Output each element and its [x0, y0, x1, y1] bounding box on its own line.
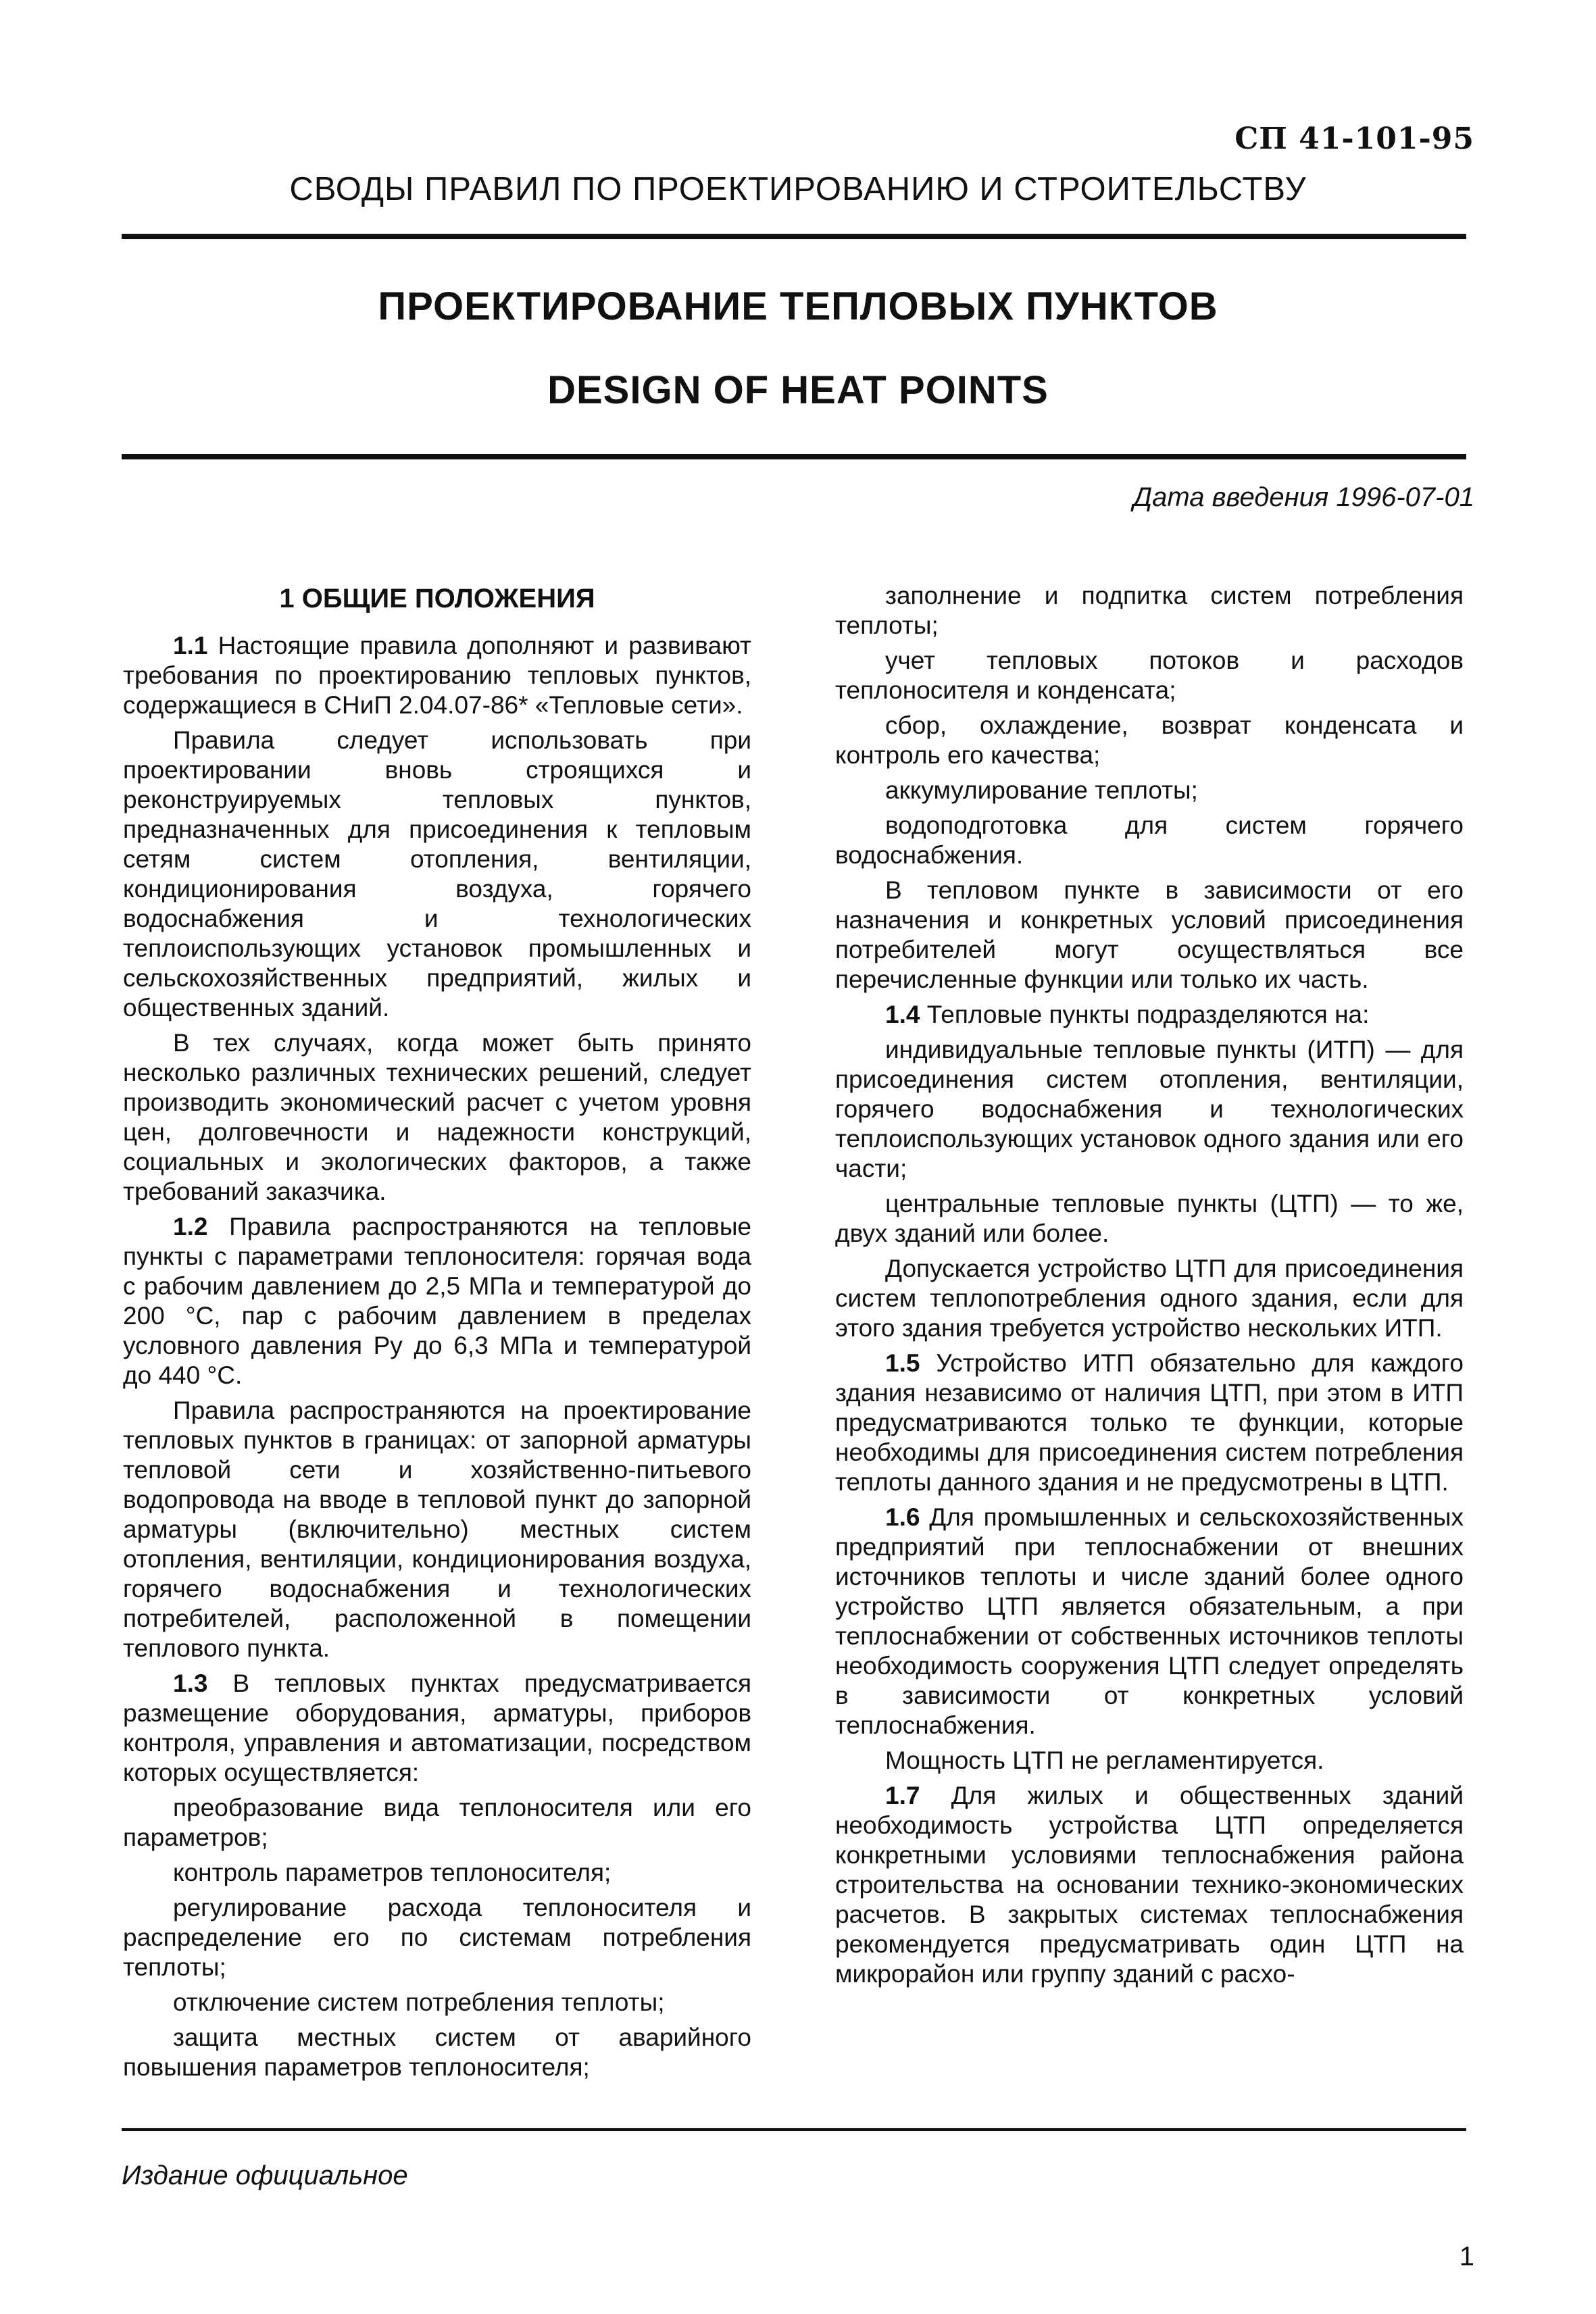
- paragraph-text: Для жилых и общественных зданий необходимость устройства ЦТП определяется конкретными условиями теплоснабжения района строительства на основании технико-экономических расчетов. В закрытых системах теплоснабжения рекомендуется предусматривать один ЦТП на микрорайон или группу зданий с расхо-: [835, 1782, 1464, 1988]
- paragraph-text: Правила распространяются на тепловые пункты с параметрами теплоносителя: горячая вода с рабочим давлением до 2,5 МПа и температурой до 200 °С, пар с рабочим давлением в пределах условного давления Pу до 6,3 МПа и температурой до 440 °С.: [123, 1213, 751, 1389]
- clause-number: 1.6: [885, 1503, 920, 1531]
- clause-number: 1.1: [173, 632, 208, 659]
- introduction-date: Дата введения 1996-07-01: [1132, 482, 1474, 512]
- page-number: 1: [1459, 2242, 1474, 2271]
- list-item-text: защита местных систем от аварийного повышения параметров теплоносителя;: [123, 2023, 751, 2081]
- paragraph-text: Устройство ИТП обязательно для каждого здания независимо от наличия ЦТП, при этом в ИТП предусматриваются только те функции, которые необходимы для присоединения систем потребления теплоты данного здания и не предусмотрены в ЦТП.: [835, 1349, 1464, 1496]
- list-item: [835, 1189, 1464, 1249]
- document-code: СП 41-101-95: [1235, 122, 1474, 156]
- list-item: [123, 1988, 751, 2017]
- paragraph-text: Настоящие правила дополняют и развивают требования по проектированию тепловых пунктов, содержащиеся в СНиП 2.04.07-86* «Тепловые сети».: [123, 632, 751, 719]
- list-item-text: индивидуальные тепловые пункты (ИТП) — для присоединения систем отопления, вентиляции, горячего водоснабжения и технологических теплоиспользующих установок одного здания или его части;: [835, 1036, 1464, 1182]
- section-heading: 1 ОБЩИЕ ПОЛОЖЕНИЯ: [279, 584, 595, 613]
- paragraph: [123, 1396, 751, 1663]
- left-column: [123, 581, 751, 2088]
- paragraph: [835, 876, 1464, 995]
- list-item: [123, 1858, 751, 1888]
- paragraph-text: В тепловых пунктах предусматривается размещение оборудования, арматуры, приборов контроля, управления и автоматизации, посредством которых осуществляется:: [123, 1669, 751, 1786]
- paragraph-text: Правила распространяются на проектирование тепловых пунктов в границах: от запорной арматуры тепловой сети и хозяйственно-питьевого водопровода на вводе в тепловой пункт до запорной арматуры (включительно) местных систем отопления, вентиляции, кондиционирования воздуха, горячего водоснабжения и технологических потребителей, расположенной в помещении теплового пункта.: [123, 1397, 751, 1662]
- list-item-text: преобразование вида теплоносителя или его параметров;: [123, 1794, 751, 1851]
- paragraph-text: В тех случаях, когда может быть принято несколько различных технических решений, следует производить экономический расчет с учетом уровня цен, долговечности и надежности конструкций, социальных и экологических факторов, а также требований заказчика.: [123, 1029, 751, 1205]
- list-item-text: водоподготовка для систем горячего водоснабжения.: [835, 811, 1464, 869]
- clause-number: 1.7: [885, 1782, 920, 1809]
- list-item-text: аккумулирование теплоты;: [885, 776, 1198, 804]
- paragraph-1-3: [123, 1669, 751, 1788]
- paragraph-text: Допускается устройство ЦТП для присоединения систем теплопотребления одного здания, если для этого здания требуется устройство нескольких ИТП.: [835, 1255, 1464, 1342]
- paragraph: [123, 1028, 751, 1207]
- list-item: [123, 2023, 751, 2082]
- footer-rule: [122, 2128, 1466, 2131]
- list-item-text: отключение систем потребления теплоты;: [173, 1988, 665, 2016]
- page-title: ПРОЕКТИРОВАНИЕ ТЕПЛОВЫХ ПУНКТОВ: [378, 284, 1218, 328]
- list-item-text: регулирование расхода теплоносителя и распределение его по системам потребления теплоты;: [123, 1894, 751, 1981]
- list-item: [835, 581, 1464, 640]
- paragraph: [835, 1746, 1464, 1776]
- clause-number: 1.3: [173, 1669, 208, 1697]
- page-title-english: DESIGN OF HEAT POINTS: [547, 368, 1049, 412]
- series-title: СВОДЫ ПРАВИЛ ПО ПРОЕКТИРОВАНИЮ И СТРОИТЕЛЬСТВУ: [289, 171, 1307, 207]
- list-item: [835, 646, 1464, 705]
- list-item: [835, 711, 1464, 770]
- paragraph: [835, 1254, 1464, 1343]
- clause-number: 1.4: [885, 1001, 920, 1028]
- paragraph-1-6: [835, 1503, 1464, 1740]
- list-item-text: заполнение и подпитка систем потребления теплоты;: [835, 582, 1464, 639]
- edition-note: Издание официальное: [122, 2161, 408, 2190]
- paragraph-1-2: [123, 1212, 751, 1390]
- list-item: [835, 811, 1464, 870]
- top-rule: [122, 234, 1466, 239]
- paragraph-text: В тепловом пункте в зависимости от его назначения и конкретных условий присоединения потребителей могут осуществляться все перечисленные функции или только их часть.: [835, 876, 1464, 993]
- list-item-text: центральные тепловые пункты (ЦТП) — то же, двух зданий или более.: [835, 1190, 1464, 1247]
- list-item: [835, 776, 1464, 805]
- paragraph-text: Тепловые пункты подразделяются на:: [920, 1001, 1370, 1028]
- list-item: [835, 1035, 1464, 1184]
- list-item-text: сбор, охлаждение, возврат конденсата и контроль его качества;: [835, 711, 1464, 769]
- paragraph: [123, 726, 751, 1023]
- paragraph-text: Правила следует использовать при проектировании вновь строящихся и реконструируемых тепловых пунктов, предназначенных для присоединения к тепловым сетям систем отопления, вентиляции, кондиционирования воздуха, горячего водоснабжения и технологических теплоиспользующих установок промышленных и сельскохозяйственных предприятий, жилых и общественных зданий.: [123, 726, 751, 1022]
- list-item-text: контроль параметров теплоносителя;: [173, 1859, 612, 1886]
- list-item: [123, 1793, 751, 1853]
- paragraph-1-4: [835, 1000, 1464, 1030]
- paragraph-1-7: [835, 1781, 1464, 1989]
- paragraph-1-5: [835, 1349, 1464, 1497]
- paragraph-1-1: [123, 631, 751, 720]
- right-column: [835, 581, 1464, 1994]
- clause-number: 1.2: [173, 1213, 208, 1240]
- list-item-text: учет тепловых потоков и расходов теплоносителя и конденсата;: [835, 647, 1464, 704]
- title-rule: [122, 454, 1466, 459]
- paragraph-text: Для промышленных и сельскохозяйственных предприятий при теплоснабжении от внешних источников теплоты и числе зданий более одного устройство ЦТП является обязательным, а при теплоснабжении от собственных источников теплоты необходимость сооружения ЦТП следует определять в зависимости от конкретных условий теплоснабжения.: [835, 1503, 1464, 1739]
- clause-number: 1.5: [885, 1349, 920, 1377]
- paragraph-text: Мощность ЦТП не регламентируется.: [885, 1746, 1324, 1774]
- list-item: [123, 1893, 751, 1982]
